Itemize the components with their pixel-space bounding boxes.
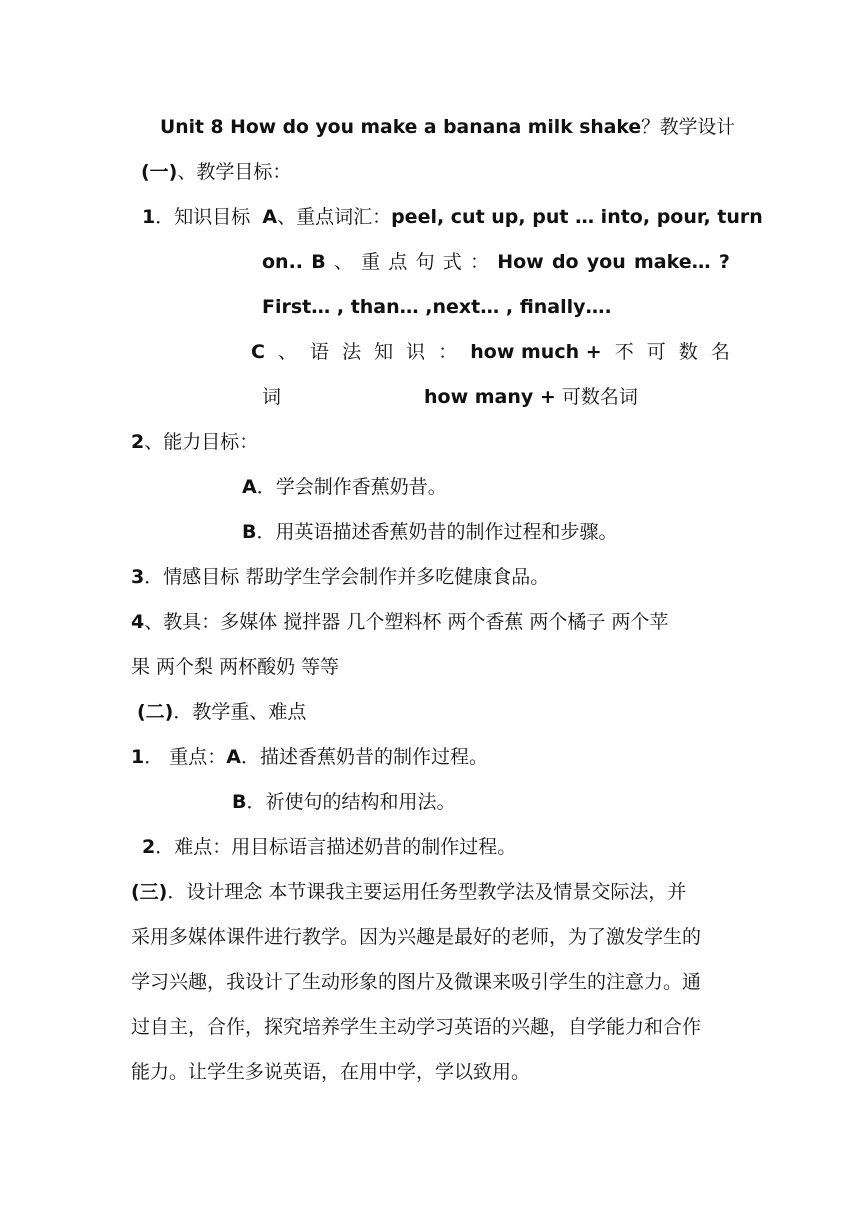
design-concept-line1: [131, 878, 686, 906]
item-number: 3: [131, 566, 145, 588]
pattern-label-char: ：: [470, 251, 490, 273]
how-much-phrase: how much +: [470, 341, 602, 363]
vocab-label: 、重点词汇：: [277, 206, 392, 228]
emotional-goal: [131, 563, 549, 591]
teaching-aids-text: 、教具：多媒体 搅拌器 几个塑料杯 两个香蕉 两个橘子 两个苹: [144, 611, 669, 633]
ability-goal-a: [242, 473, 447, 501]
ability-a-text: ．学会制作香蕉奶昔。: [256, 476, 447, 498]
uncountable-char: 数: [678, 341, 698, 363]
grammar-line: [251, 338, 730, 366]
pattern-label-char: 式: [442, 251, 462, 273]
countable-noun-text: 可数名词: [561, 386, 638, 408]
ability-goal-label: 、能力目标：: [144, 431, 259, 453]
item-number: 2: [131, 431, 145, 453]
design-concept-line5: 能力。让学生多说英语，在用中学，学以致用。: [131, 1061, 531, 1083]
how-many-phrase: how many +: [424, 386, 556, 408]
teaching-aids-line1: [131, 608, 668, 636]
key-point-a-mark: A: [226, 746, 241, 768]
teaching-aids-line2: 果 两个梨 两杯酸奶 等等: [131, 656, 340, 678]
section3-heading-mark: (三): [131, 881, 168, 903]
section2-heading-mark: (二): [137, 701, 174, 723]
pattern-word: do: [551, 251, 579, 273]
grammar-mark: C: [251, 341, 265, 363]
pattern-label-char: 、: [333, 251, 353, 273]
ability-a-mark: A: [242, 476, 257, 498]
uncountable-char: 名: [710, 341, 730, 363]
design-concept-line2: 采用多媒体课件进行教学。因为兴趣是最好的老师，为了激发学生的: [131, 926, 702, 948]
key-point-line: [131, 743, 488, 771]
pattern-word: How: [497, 251, 544, 273]
title-english: Unit 8 How do you make a banana milk shake: [160, 116, 642, 138]
title-chinese: ？教学设计: [641, 116, 735, 138]
key-point-b-mark: B: [232, 791, 247, 813]
ability-goal-heading: [131, 428, 258, 456]
knowledge-goal-line1: [142, 203, 763, 231]
ability-b-text: ．用英语描述香蕉奶昔的制作过程和步骤。: [256, 521, 618, 543]
pattern-label-char: 句: [415, 251, 435, 273]
section1-heading-mark: (一): [141, 161, 178, 183]
design-concept-line3: 学习兴趣，我设计了生动形象的图片及微课来吸引学生的注意力。通: [131, 971, 702, 993]
sentence-pattern-line2: First… , than… ,next… , finally….: [262, 296, 612, 318]
section2-heading-text: ．教学重、难点: [173, 701, 307, 723]
pattern-label-char: 点: [388, 251, 408, 273]
section1-heading: [141, 158, 291, 186]
difficult-point-text: ．难点：用目标语言描述奶昔的制作过程。: [155, 836, 517, 858]
design-concept-text: ．设计理念 本节课我主要运用任务型教学法及情景交际法，并: [167, 881, 687, 903]
grammar-label-char: 、: [277, 341, 297, 363]
grammar-label-char: 语: [310, 341, 330, 363]
section2-heading: [137, 698, 306, 726]
grammar-how-many: [424, 383, 638, 411]
pattern-word: make…: [633, 251, 711, 273]
uncountable-char: 可: [646, 341, 666, 363]
pattern-word: ?: [718, 251, 730, 273]
sentence-pattern-line: [262, 248, 730, 276]
key-point-b: [232, 788, 456, 816]
vocab-mark: A: [262, 206, 278, 228]
vocab-words: peel, cut up, put … into, pour, turn: [391, 206, 763, 228]
grammar-label-char: 知: [374, 341, 394, 363]
ability-goal-b: [242, 518, 618, 546]
difficult-point: [142, 833, 516, 861]
grammar-label-char: ：: [438, 341, 458, 363]
pattern-label-char: 重: [361, 251, 381, 273]
design-concept-line4: 过自主，合作，探究培养学生主动学习英语的兴趣，自学能力和合作: [131, 1016, 702, 1038]
section1-heading-text: 、教学目标：: [177, 161, 292, 183]
item-number: 4: [131, 611, 145, 633]
document-title: [160, 113, 735, 141]
emotional-goal-text: ．情感目标 帮助学生学会制作并多吃健康食品。: [144, 566, 550, 588]
key-point-a-text: ．描述香蕉奶昔的制作过程。: [241, 746, 489, 768]
item-number: 2: [142, 836, 156, 858]
ability-b-mark: B: [242, 521, 257, 543]
item-number: 1: [142, 206, 156, 228]
uncountable-end: 词: [262, 386, 282, 408]
pattern-word: you: [586, 251, 626, 273]
knowledge-goal-label: ．知识目标: [155, 206, 251, 228]
key-point-label: ． 重点：: [144, 746, 227, 768]
pattern-mark: B: [311, 251, 326, 273]
vocab-words-end: on..: [262, 251, 304, 273]
uncountable-char: 不: [614, 341, 634, 363]
grammar-label-char: 法: [342, 341, 362, 363]
item-number: 1: [131, 746, 145, 768]
grammar-label-char: 识: [406, 341, 426, 363]
grammar-line2: [262, 383, 281, 411]
key-point-b-text: ．祈使句的结构和用法。: [246, 791, 456, 813]
